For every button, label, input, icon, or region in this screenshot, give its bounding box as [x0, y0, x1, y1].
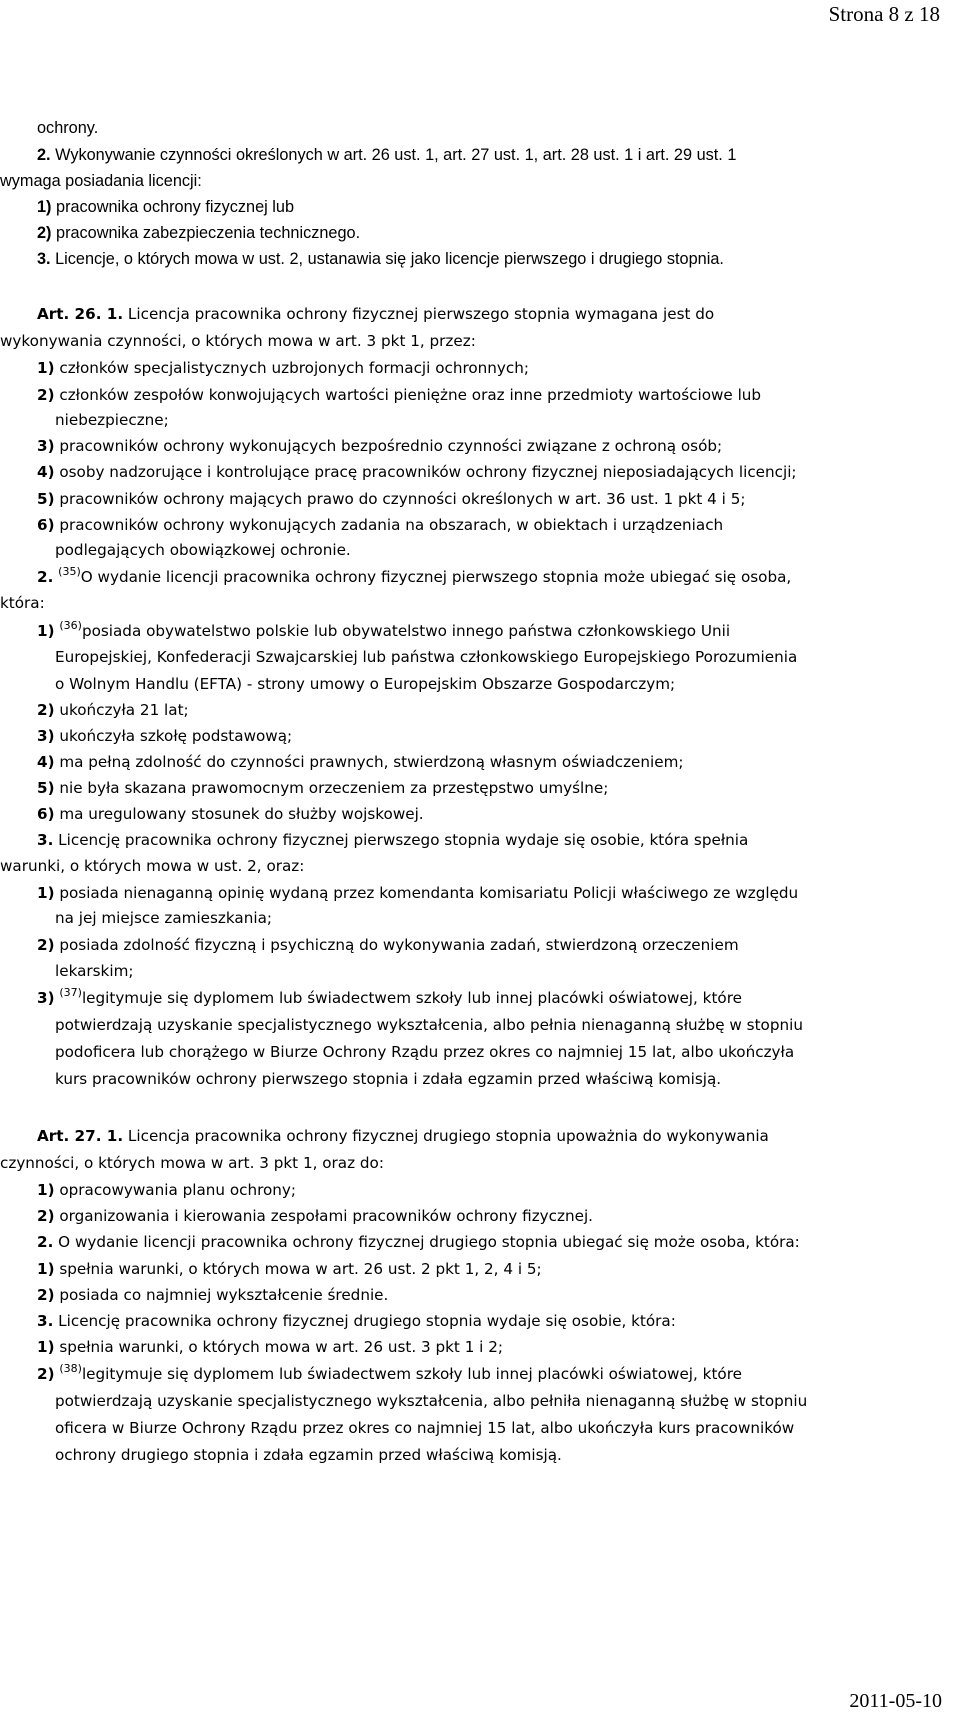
- text-segment: legitymuje się dyplomem lub świadectwem szkoły lub innej placówki oświatowej, które: [81, 989, 742, 1007]
- footnote-ref: (36): [59, 619, 82, 632]
- text-line: [37, 436, 722, 456]
- item-number: 5): [37, 779, 55, 797]
- text-line: [37, 621, 730, 641]
- item-number: 1): [37, 884, 55, 902]
- item-number: 1): [37, 1338, 55, 1356]
- text-line: [55, 961, 133, 981]
- text-line: [37, 1232, 800, 1252]
- text-line: [55, 1042, 794, 1062]
- text-line: [37, 935, 739, 955]
- item-number: 2): [37, 701, 55, 719]
- text-line: [55, 1418, 794, 1438]
- text-segment: która:: [0, 594, 45, 612]
- text-segment: pracownika zabezpieczenia technicznego.: [51, 224, 361, 242]
- text-line: [55, 674, 675, 694]
- text-segment: posiada zdolność fizyczną i psychiczną do wykonywania zadań, stwierdzoną orzeczeniem: [54, 936, 739, 954]
- text-segment: członków specjalistycznych uzbrojonych formacji ochronnych;: [54, 359, 530, 377]
- text-line: [37, 1311, 676, 1331]
- item-number: 4): [37, 463, 55, 481]
- text-segment: Licencję pracownika ochrony fizycznej drugiego stopnia wydaje się osobie, która:: [53, 1312, 676, 1330]
- text-segment: oficera w Biurze Ochrony Rządu przez okres co najmniej 15 lat, albo ukończyła kurs pracowników: [55, 1419, 795, 1437]
- text-line: [37, 1206, 593, 1226]
- text-segment: niebezpieczne;: [55, 411, 169, 429]
- text-line: [55, 540, 351, 560]
- text-segment: pracownika ochrony fizycznej lub: [51, 198, 295, 216]
- item-number: 1): [37, 359, 55, 377]
- text-segment: legitymuje się dyplomem lub świadectwem szkoły lub innej placówki oświatowej, które: [81, 1365, 742, 1383]
- footnote-ref: (35): [58, 565, 81, 578]
- text-line: [37, 883, 798, 903]
- text-line: [55, 1069, 721, 1089]
- text-line: [37, 118, 98, 138]
- item-number: 2): [37, 1207, 55, 1225]
- text-segment: kurs pracowników ochrony pierwszego stopnia i zdała egzamin przed właściwą komisją.: [55, 1070, 722, 1088]
- text-line: [0, 171, 202, 191]
- text-segment: spełnia warunki, o których mowa w art. 26 ust. 2 pkt 1, 2, 4 i 5;: [54, 1260, 542, 1278]
- text-segment: posiada co najmniej wykształcenie średnie.: [54, 1286, 389, 1304]
- text-line: [0, 593, 45, 613]
- text-segment: pracowników ochrony wykonujących bezpośrednio czynności związane z ochroną osób;: [54, 437, 723, 455]
- item-number: 3): [37, 437, 55, 455]
- text-segment: lekarskim;: [55, 962, 134, 980]
- item-number: 1): [37, 1181, 55, 1199]
- text-segment: wykonywania czynności, o których mowa w art. 3 pkt 1, przez:: [0, 332, 476, 350]
- text-line: [37, 489, 746, 509]
- item-number: 2): [37, 936, 55, 954]
- item-number: 3.: [37, 831, 54, 849]
- text-segment: O wydanie licencji pracownika ochrony fizycznej drugiego stopnia ubiegać się może osoba, która:: [53, 1233, 800, 1251]
- text-line: [55, 1391, 807, 1411]
- text-line: [37, 197, 294, 217]
- item-number: 2): [37, 224, 52, 242]
- text-segment: podoficera lub chorążego w Biurze Ochrony Rządu przez okres co najmniej 15 lat, albo ukończyła: [55, 1043, 795, 1061]
- text-line: [37, 304, 714, 324]
- text-segment: Licencja pracownika ochrony fizycznej pierwszego stopnia wymagana jest do: [123, 305, 715, 323]
- text-segment: posiada obywatelstwo polskie lub obywatelstwo innego państwa członkowskiego Unii: [81, 622, 731, 640]
- text-segment: o Wolnym Handlu (EFTA) - strony umowy o Europejskim Obszarze Gospodarczym;: [55, 675, 676, 693]
- item-number: 3): [37, 989, 55, 1007]
- text-line: [0, 331, 476, 351]
- text-segment: ma pełną zdolność do czynności prawnych, stwierdzoną własnym oświadczeniem;: [54, 753, 684, 771]
- text-line: [37, 1364, 742, 1384]
- item-number: 2.: [37, 568, 54, 586]
- text-segment: podlegających obowiązkowej ochronie.: [55, 541, 351, 559]
- text-segment: pracowników ochrony wykonujących zadania na obszarach, w obiektach i urządzeniach: [54, 516, 724, 534]
- text-segment: organizowania i kierowania zespołami pracowników ochrony fizycznej.: [54, 1207, 593, 1225]
- page-number: Strona 8 z 18: [828, 2, 940, 26]
- text-line: [37, 223, 360, 243]
- text-line: [37, 726, 292, 746]
- item-number: 2): [37, 1286, 55, 1304]
- text-line: [37, 385, 761, 405]
- text-segment: czynności, o których mowa w art. 3 pkt 1, oraz do:: [0, 1154, 384, 1172]
- text-line: [37, 778, 608, 798]
- text-line: [55, 1015, 803, 1035]
- text-line: [37, 752, 684, 772]
- text-segment: ochrony.: [37, 119, 99, 137]
- text-line: [37, 1180, 296, 1200]
- text-segment: potwierdzają uzyskanie specjalistycznego wykształcenia, albo pełnia nienaganną służbę w stopniu: [55, 1016, 803, 1034]
- text-line: [37, 515, 723, 535]
- text-segment: Licencje, o których mowa w ust. 2, ustanawia się jako licencje pierwszego i drugiego stopnia.: [50, 250, 724, 268]
- text-segment: potwierdzają uzyskanie specjalistycznego wykształcenia, albo pełniła nienaganną służbę w stopniu: [55, 1392, 808, 1410]
- text-segment: na jej miejsce zamieszkania;: [55, 909, 273, 927]
- text-line: [0, 1153, 384, 1173]
- text-segment: pracowników ochrony mających prawo do czynności określonych w art. 36 ust. 1 pkt 4 i 5;: [54, 490, 746, 508]
- text-segment: ukończyła szkołę podstawową;: [54, 727, 293, 745]
- text-line: [37, 1337, 503, 1357]
- item-number: Art. 26. 1.: [37, 305, 124, 323]
- text-segment: członków zespołów konwojujących wartości pieniężne oraz inne przedmioty wartościowe lub: [54, 386, 762, 404]
- text-line: [55, 1445, 562, 1465]
- text-line: [0, 856, 304, 876]
- item-number: 2): [37, 1365, 55, 1383]
- text-segment: Licencja pracownika ochrony fizycznej drugiego stopnia upoważnia do wykonywania: [123, 1127, 769, 1145]
- document-date: 2011-05-10: [849, 1690, 942, 1712]
- text-segment: Europejskiej, Konfederacji Szwajcarskiej lub państwa członkowskiego Europejskiego Porozumienia: [55, 648, 798, 666]
- text-line: [37, 145, 736, 165]
- item-number: 3.: [37, 1312, 54, 1330]
- item-number: 4): [37, 753, 55, 771]
- text-segment: posiada nienaganną opinię wydaną przez komendanta komisariatu Policji właściwego ze względu: [54, 884, 799, 902]
- text-line: [55, 410, 169, 430]
- text-line: [37, 249, 724, 269]
- text-segment: nie była skazana prawomocnym orzeczeniem za przestępstwo umyślne;: [54, 779, 609, 797]
- text-line: [37, 1259, 542, 1279]
- text-line: [55, 908, 272, 928]
- text-line: [37, 1285, 388, 1305]
- item-number: 3.: [37, 250, 51, 268]
- item-number: 1): [37, 1260, 55, 1278]
- text-segment: opracowywania planu ochrony;: [54, 1181, 297, 1199]
- text-segment: Licencję pracownika ochrony fizycznej pierwszego stopnia wydaje się osobie, która spełnia: [53, 831, 749, 849]
- item-number: Art. 27. 1.: [37, 1127, 124, 1145]
- item-number: 6): [37, 516, 55, 534]
- text-line: [37, 462, 797, 482]
- item-number: 1): [37, 622, 55, 640]
- text-segment: wymaga posiadania licencji:: [0, 172, 202, 190]
- text-segment: spełnia warunki, o których mowa w art. 26 ust. 3 pkt 1 i 2;: [54, 1338, 504, 1356]
- text-segment: ochrony drugiego stopnia i zdała egzamin przed właściwą komisją.: [55, 1446, 562, 1464]
- item-number: 3): [37, 727, 55, 745]
- footnote-ref: (37): [59, 986, 82, 999]
- text-segment: Wykonywanie czynności określonych w art. 26 ust. 1, art. 27 ust. 1, art. 28 ust. 1 i art. 29 ust. 1: [50, 146, 737, 164]
- footnote-ref: (38): [59, 1362, 82, 1375]
- item-number: 2): [37, 386, 55, 404]
- item-number: 2.: [37, 1233, 54, 1251]
- text-line: [37, 700, 189, 720]
- text-line: [37, 988, 742, 1008]
- text-line: [37, 804, 424, 824]
- text-segment: warunki, o których mowa w ust. 2, oraz:: [0, 857, 305, 875]
- item-number: 6): [37, 805, 55, 823]
- text-segment: O wydanie licencji pracownika ochrony fizycznej pierwszego stopnia może ubiegać się osoba,: [80, 568, 792, 586]
- item-number: 5): [37, 490, 55, 508]
- text-line: [37, 1126, 769, 1146]
- text-line: [37, 358, 529, 378]
- item-number: 1): [37, 198, 52, 216]
- text-line: [37, 567, 791, 587]
- text-segment: ukończyła 21 lat;: [54, 701, 189, 719]
- text-segment: ma uregulowany stosunek do służby wojskowej.: [54, 805, 424, 823]
- text-segment: osoby nadzorujące i kontrolujące pracę pracowników ochrony fizycznej nieposiadających licencji;: [54, 463, 797, 481]
- item-number: 2.: [37, 146, 51, 164]
- text-line: [37, 830, 748, 850]
- text-line: [55, 647, 797, 667]
